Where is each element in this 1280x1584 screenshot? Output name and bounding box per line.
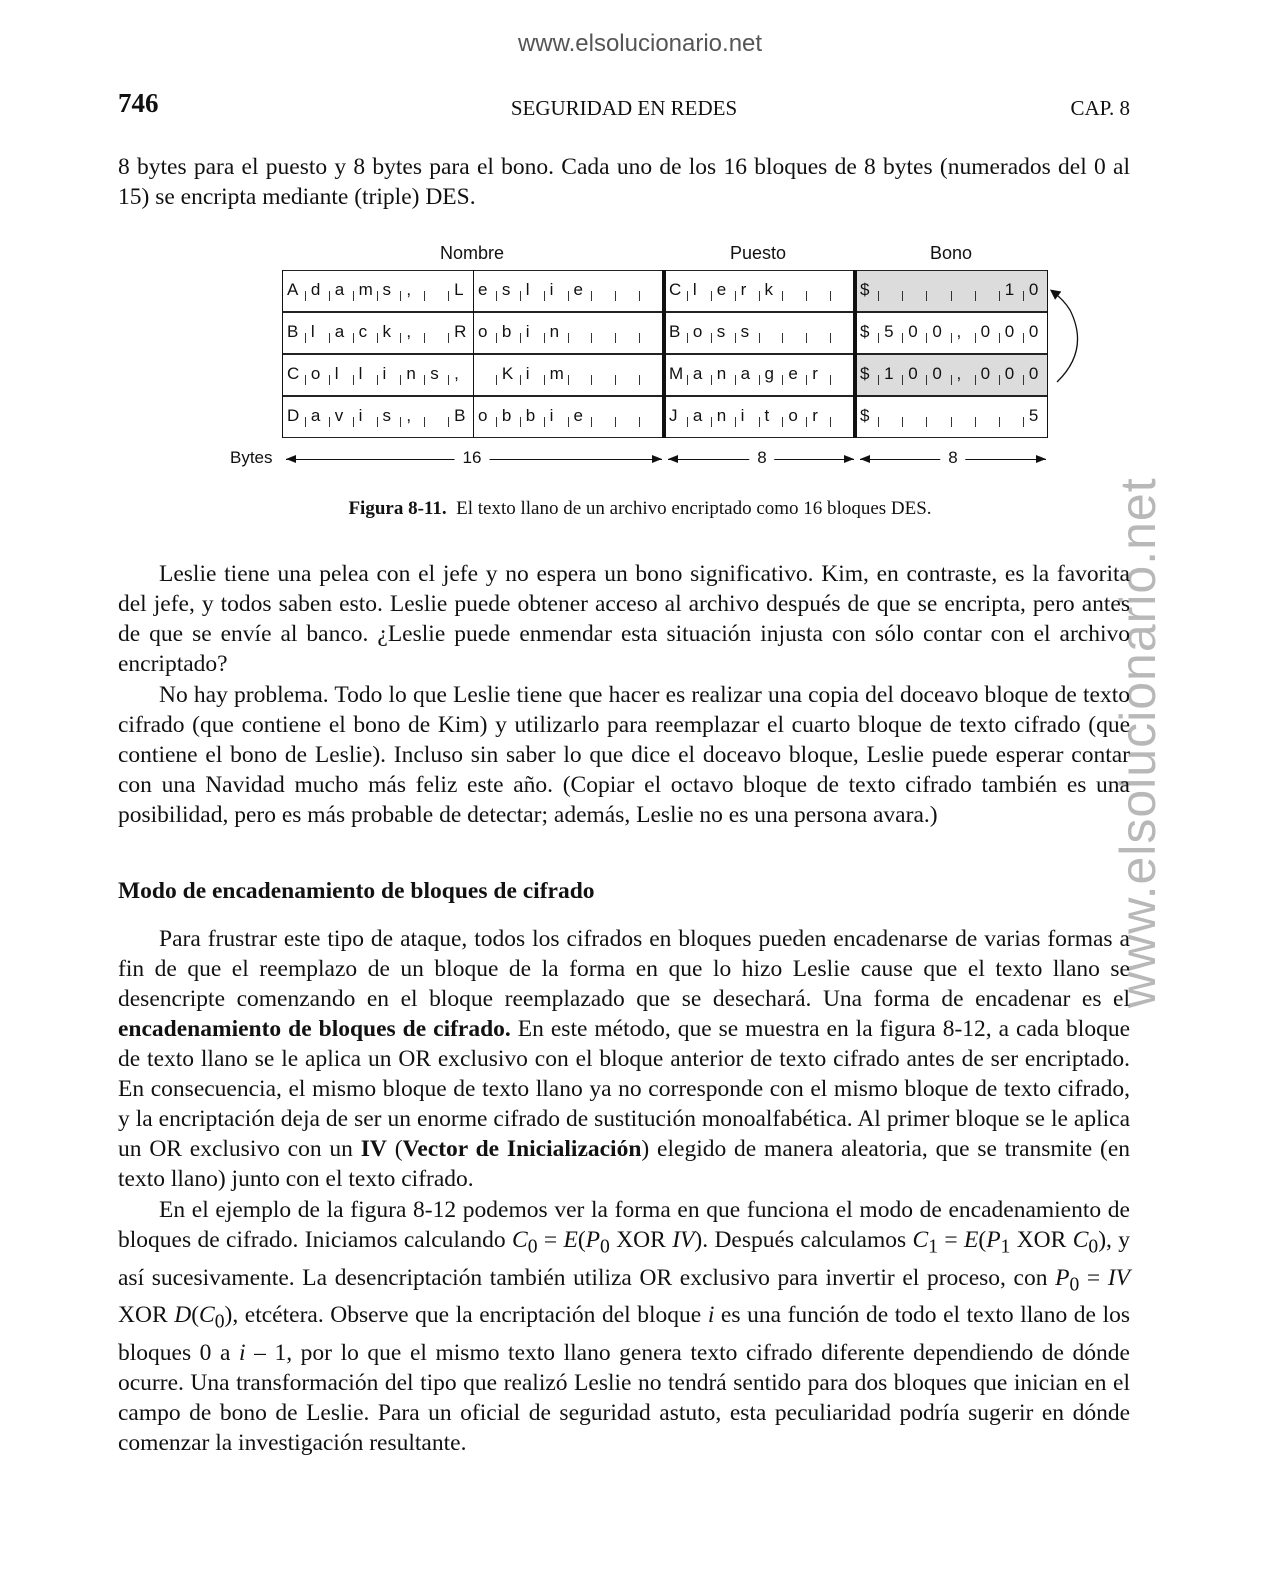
byte-char: o [783,397,807,439]
paragraph-3 [118,924,1130,1194]
byte-char: C [282,355,306,397]
byte-char: k [378,313,402,355]
bytes-arrowheads [0,0,1280,480]
p4-formula: C [512,1227,528,1253]
byte-char: l [306,313,330,355]
watermark-side: www.elsolucionario.net [1110,477,1166,1008]
byte-char: M [664,355,688,397]
p4-subscript: 0 [1088,1236,1099,1258]
intro-paragraph: 8 bytes para el puesto y 8 bytes para el bono. Cada uno de los 16 bloques de 8 bytes (numerados del 0 al 15) se encripta mediante (triple) DES. [118,154,1130,210]
byte-char: , [401,271,425,313]
byte-char: $ [855,271,879,313]
byte-char: n [712,397,736,439]
paragraph-4 [118,1195,1130,1458]
byte-char: a [688,397,712,439]
p4-text: – 1, por lo que el mismo texto llano genera texto cifrado diferente dependiendo de dónde ocurre. Una transformación del tipo que realizó Leslie no tendrá sentido para dos bloques que inician en el campo de bono de Leslie. Para un oficial de seguridad astuto, esta peculiaridad podría sugerir en dónde comenzar la investigación resultante. [118,1340,1130,1457]
byte-char: e [712,271,736,313]
caption-text: El texto llano de un archivo encriptado como 16 bloques DES. [456,498,932,519]
column-label-puesto: Puesto [729,243,787,263]
byte-char: , [952,355,976,397]
bytes-count-bono: 8 [940,448,965,468]
byte-char: 0 [903,355,927,397]
byte-char: 0 [927,355,951,397]
byte-char: t [760,397,784,439]
byte-char: i [545,397,569,439]
p3-text-2: En este método, que se muestra en la figura 8-12, a cada bloque de texto llano se le aplica un OR exclusivo con el bloque anterior de texto cifrado antes de ser encriptado. En consecuencia, el mismo bloque de texto llano ya no corresponde con el mismo bloque de texto cifrado, y la encriptación deja de ser un enorme cifrado de sustitución monoalfabética. Al primer bloque se le aplica un OR exclusivo con un [118,1016,1130,1162]
p4-formula: i [707,1302,715,1329]
byte-char: s [497,271,521,313]
p4-text: XOR [118,1302,175,1329]
byte-char: A [282,271,306,313]
p4-formula: i [239,1340,246,1367]
p4-subscript: 0 [214,1312,225,1334]
p4-subscript: 0 [527,1236,538,1258]
p3-text-1: Para frustrar este tipo de ataque, todos los cifrados en bloques pueden encadenarse de varias formas a fin de que el reemplazo de un bloque de la forma en que lo hizo Leslie cause que el texto llano se desencripte comenzando en el bloque reemplazado que se desechará. Una forma de encadenar es el [118,926,1130,1012]
byte-char: m [354,271,378,313]
byte-char: 0 [1000,313,1024,355]
p4-subscript: 0 [600,1236,610,1258]
p4-subscript: 1 [928,1236,938,1258]
byte-char: a [736,355,760,397]
byte-char: n [545,313,569,355]
byte-char: B [664,313,688,355]
byte-char: 0 [903,313,927,355]
byte-char: R [454,322,467,341]
byte-char: s [712,313,736,355]
byte-char: 0 [1028,364,1039,383]
bytes-label: Bytes [230,448,273,467]
byte-char: n [712,355,736,397]
p3-bold-iv: IV [360,1136,387,1162]
p3-bold-vector: Vector de Inicialización [402,1136,642,1162]
byte-char: i [521,355,545,397]
byte-char: g [760,355,784,397]
byte-char: s [736,313,760,355]
byte-char: o [473,397,497,439]
p4-text: = [1079,1264,1108,1291]
byte-char: e [569,271,593,313]
byte-char: a [330,313,354,355]
byte-char: l [688,271,712,313]
byte-char: r [807,355,831,397]
byte-char: 5 [879,313,903,355]
byte-char: 0 [927,313,951,355]
byte-char: v [330,397,354,439]
byte-char: i [354,397,378,439]
byte-char: D [282,397,306,439]
byte-char: 0 [976,313,1000,355]
p4-formula: C [912,1227,929,1253]
byte-char: K [497,355,521,397]
p4-text: = [938,1227,964,1253]
p4-text: es una función de todo el texto llano de los bloques 0 a [118,1302,1130,1367]
section-heading: Modo de encadenamiento de bloques de cifrado [118,878,595,904]
paragraph-2: No hay problema. Todo lo que Leslie tiene que hacer es realizar una copia del doceavo bloque de texto cifrado (que contiene el bono de Kim) y utilizarlo para reemplazar el cuarto bloque de texto cifrado (que contiene el bono de Leslie). Incluso sin saber lo que dice el doceavo bloque, Leslie puede esperar contar con una Navidad mucho más feliz este año. (Copiar el octavo bloque de texto cifrado también es una posibilidad, pero es más probable de detectar; además, Leslie no es una persona avara.) [118,682,1130,828]
byte-char: d [306,271,330,313]
byte-char: n [401,355,425,397]
p4-text: XOR [1010,1227,1073,1253]
byte-char: c [354,313,378,355]
figure-caption [0,498,1280,520]
running-title: SEGURIDAD EN REDES [510,96,738,120]
column-label-bono: Bono [929,243,973,263]
p4-formula: IV [1107,1264,1130,1291]
caption-label: Figura 8-11. [348,498,447,519]
byte-char: 0 [976,355,1000,397]
byte-char: B [454,406,466,425]
p4-formula: D [174,1302,192,1329]
page-number: 746 [118,88,159,118]
byte-char: J [664,397,688,439]
p4-formula: IV [672,1227,695,1253]
column-label-nombre: Nombre [439,243,505,263]
byte-char: L [454,280,464,299]
bytes-count-puesto: 8 [749,448,774,468]
byte-char: 5 [1028,406,1039,425]
byte-char: , [401,313,425,355]
byte-char: 0 [1028,280,1039,299]
byte-char: i [378,355,402,397]
p4-formula: P [1055,1264,1070,1291]
byte-char: a [330,271,354,313]
byte-char: i [521,313,545,355]
byte-char: b [521,397,545,439]
byte-char: l [354,355,378,397]
byte-char: r [736,271,760,313]
byte-char: 0 [1028,322,1039,341]
p4-text: ( [978,1227,987,1253]
byte-char: C [664,271,688,313]
p3-text-4: ) elegido de manera aleatoria, que se transmite (en texto llano) junto con el texto cifrado. [118,1136,1131,1192]
p4-text: ( [577,1227,586,1253]
byte-char: a [306,397,330,439]
p4-subscript: 0 [1069,1274,1080,1296]
byte-char: B [282,313,306,355]
p4-text: ), y así sucesivamente. La desencriptación también utiliza OR exclusivo para invertir el proceso, con [118,1227,1131,1291]
byte-char: , [454,364,459,383]
p4-subscript: 1 [1000,1236,1011,1258]
p4-formula: C [199,1302,215,1329]
byte-char: b [497,397,521,439]
p4-formula: C [1072,1227,1089,1253]
byte-char: r [807,397,831,439]
p4-formula: E [563,1227,578,1253]
bytes-count-nombre: 16 [455,448,490,468]
p4-text: = [537,1227,564,1253]
p4-text: ), etcétera. Observe que la encriptación del bloque [224,1302,708,1329]
byte-char: i [545,271,569,313]
byte-char: i [736,397,760,439]
p4-text: ( [191,1302,200,1329]
byte-char: a [688,355,712,397]
byte-char: $ [855,355,879,397]
byte-char: $ [855,313,879,355]
p4-text: En el ejemplo de la figura 8-12 podemos ver la forma en que funciona el modo de encadenamiento de bloques de cifrado. Iniciamos calculando [118,1197,1130,1253]
byte-char: s [378,271,402,313]
byte-char: e [473,271,497,313]
byte-char: , [401,397,425,439]
byte-char: m [545,355,569,397]
byte-char: s [425,355,449,397]
p3-bold-term: encadenamiento de bloques de cifrado. [118,1016,511,1042]
p3-text-3: ( [386,1136,403,1162]
byte-char: e [783,355,807,397]
byte-char: 1 [1000,271,1024,313]
p4-formula: P [986,1227,1001,1253]
byte-char: , [952,313,976,355]
byte-char: l [521,271,545,313]
byte-char: 1 [879,355,903,397]
byte-char: s [378,397,402,439]
p4-formula: P [585,1227,601,1253]
byte-char: k [760,271,784,313]
byte-char: l [330,355,354,397]
p4-text: ). Después calculamos [694,1227,913,1253]
byte-char: b [497,313,521,355]
p4-formula: E [964,1227,979,1253]
byte-char: o [306,355,330,397]
byte-char: o [473,313,497,355]
watermark-top: www.elsolucionario.net [517,30,763,57]
chapter-label: CAP. 8 [1070,96,1130,120]
byte-char: 0 [1000,355,1024,397]
byte-char: o [688,313,712,355]
byte-char: $ [855,397,879,439]
p4-text: XOR [609,1227,673,1253]
byte-char: e [569,397,593,439]
paragraph-1: Leslie tiene una pelea con el jefe y no espera un bono significativo. Kim, en contraste, es la favorita del jefe, y todos saben esto. Leslie puede obtener acceso al archivo después de que se encripta, pero antes de que se envíe al banco. ¿Leslie puede enmendar esta situación injusta con sólo contar con el archivo encriptado? [118,561,1130,677]
